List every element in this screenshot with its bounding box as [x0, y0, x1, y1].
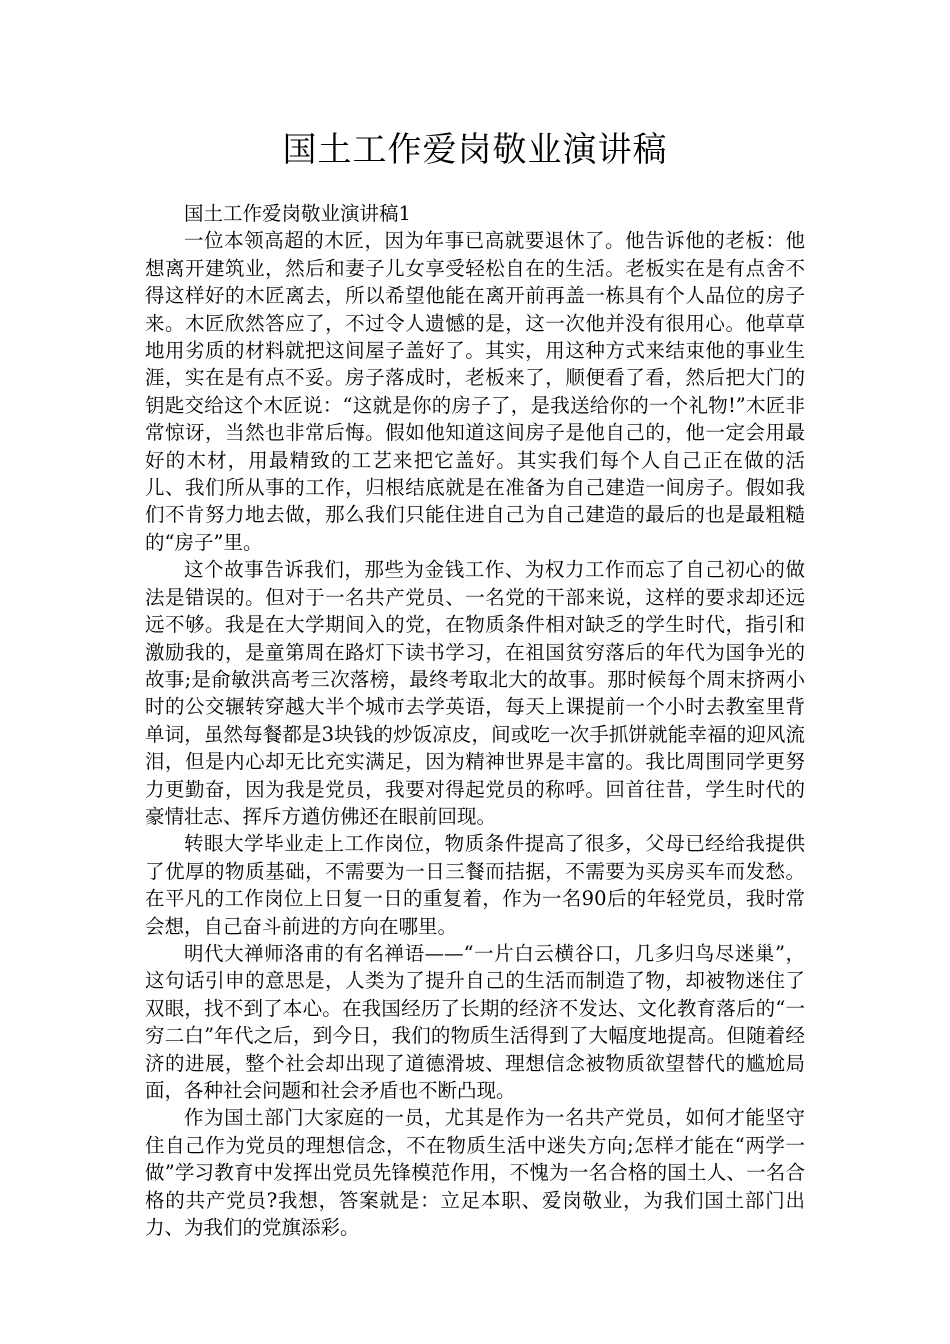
document-title: 国土工作爱岗敬业演讲稿	[282, 130, 668, 170]
paragraph-5: 作为国土部门大家庭的一员，尤其是作为一名共产党员，如何才能坚守住自己作为党员的理想信念，不在物质生活中迷失方向;怎样才能在“两学一做”学习教育中发挥出党员先锋模范作用，不愧为一名合格的国土人、一名合格的共产党员?我想，答案就是：立足本职、爱岗敬业，为我们国土部门出力、为我们的党旗添彩。	[145, 1106, 805, 1240]
paragraph-3: 转眼大学毕业走上工作岗位，物质条件提高了很多，父母已经给我提供了优厚的物质基础，不需要为一日三餐而拮据，不需要为买房买车而发愁。在平凡的工作岗位上日复一日的重复着，作为一名90后的年轻党员，我时常会想，自己奋斗前进的方向在哪里。	[145, 832, 805, 938]
paragraph-2: 这个故事告诉我们，那些为金钱工作、为权力工作而忘了自己初心的做法是错误的。但对于一名共产党员、一名党的干部来说，这样的要求却还远远不够。我是在大学期间入的党，在物质条件相对缺乏的学生时代，指引和激励我的，是童第周在路灯下读书学习，在祖国贫穷落后的年代为国争光的故事;是俞敏洪高考三次落榜，最终考取北大的故事。那时候每个周末挤两小时的公交辗转穿越大半个城市去学英语，每天上课提前一个小时去教室里背单词，虽然每餐都是3块钱的炒饭凉皮，间或吃一次手抓饼就能幸福的迎风流泪，但是内心却无比充实满足，因为精神世界是丰富的。我比周围同学更努力更勤奋，因为我是党员，我要对得起党员的称呼。回首往昔，学生时代的豪情壮志、挥斥方遒仿佛还在眼前回现。	[145, 558, 805, 828]
paragraph-1: 一位本领高超的木匠，因为年事已高就要退休了。他告诉他的老板：他想离开建筑业，然后和妻子儿女享受轻松自在的生活。老板实在是有点舍不得这样好的木匠离去，所以希望他能在离开前再盖一栋具有个人品位的房子来。木匠欣然答应了，不过令人遗憾的是，这一次他并没有很用心。他草草地用劣质的材料就把这间屋子盖好了。其实，用这种方式来结束他的事业生涯，实在是有点不妥。房子落成时，老板来了，顺便看了看，然后把大门的钥匙交给这个木匠说：“这就是你的房子了，是我送给你的一个礼物!”木匠非常惊讶，当然也非常后悔。假如他知道这间房子是他自己的，他一定会用最好的木材，用最精致的工艺来把它盖好。其实我们每个人自己正在做的活儿、我们所从事的工作，归根结底就是在准备为自己建造一间房子。假如我们不肯努力地去做，那么我们只能住进自己为自己建造的最后的也是最粗糙的“房子”里。	[145, 229, 805, 554]
paragraph-4: 明代大禅师洛甫的有名禅语——“一片白云横谷口，几多归鸟尽迷巢”，这句话引申的意思是，人类为了提升自己的生活而制造了物，却被物迷住了双眼，找不到了本心。在我国经历了长期的经济不发达、文化教育落后的“一穷二白”年代之后，到今日，我们的物质生活得到了大幅度地提高。但随着经济的进展，整个社会却出现了道德滑坡、理想信念被物质欲望替代的尴尬局面，各种社会问题和社会矛盾也不断凸现。	[145, 941, 805, 1102]
document-body	[145, 200, 805, 1241]
section-subheading: 国土工作爱岗敬业演讲稿1	[184, 202, 411, 225]
